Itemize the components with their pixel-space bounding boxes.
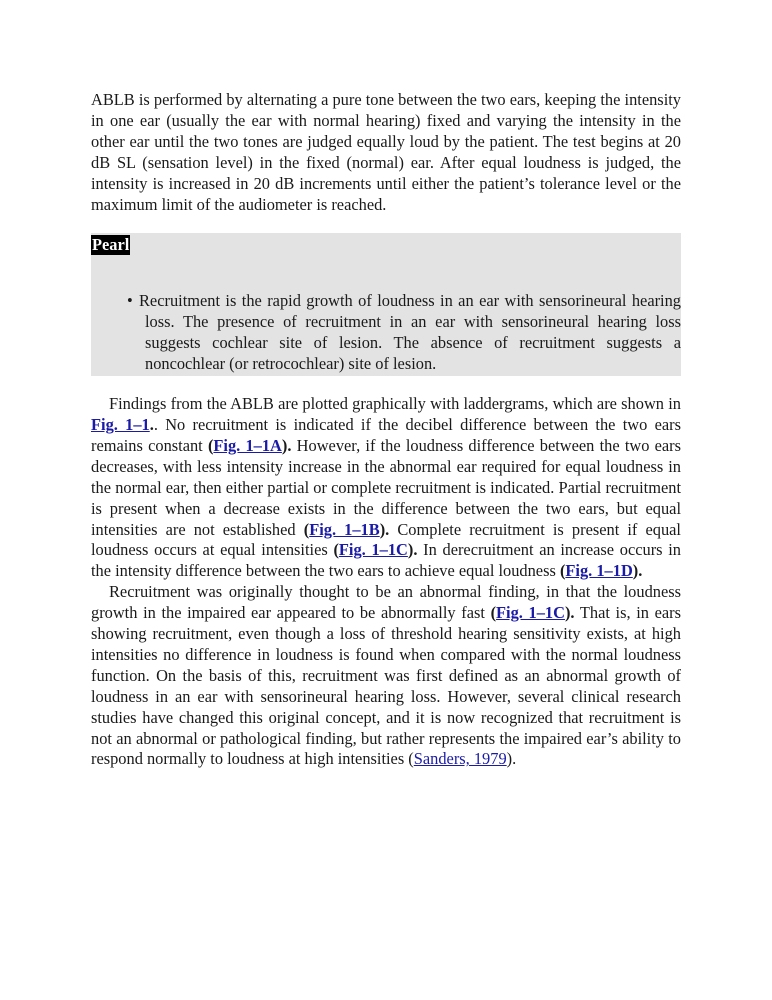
fig-1-1c-link[interactable]: Fig. 1–1C — [496, 603, 565, 623]
findings-text-5: In derecruitment an increase occurs in the intensity difference between the two ears to achieve equal loudness — [91, 540, 681, 581]
recruitment-text-3: ). — [506, 749, 517, 769]
open-paren: ( — [490, 603, 497, 623]
document-page — [91, 90, 681, 770]
close-paren: ). — [281, 435, 292, 455]
open-paren: ( — [559, 561, 566, 581]
open-paren: ( — [333, 540, 339, 560]
fig-1-1-link[interactable]: Fig. 1–1 — [91, 414, 150, 434]
fig-1-1a-link[interactable]: Fig. 1–1A — [213, 435, 282, 455]
pearl-list-item — [127, 291, 681, 375]
findings-period: . — [149, 414, 154, 434]
recruitment-paragraph — [91, 582, 681, 770]
pearl-box — [91, 233, 681, 376]
fig-1-1d-link[interactable]: Fig. 1–1D — [565, 561, 633, 581]
intro-paragraph: ABLB is performed by alternating a pure tone between the two ears, keeping the intensity in one ear (usually the ear with normal hearing) fixed and varying the intensity in the other ear until the two tones are judged equally loud by the patient. The test begins at 20 dB SL (sensation level) in the fixed (normal) ear. After equal loudness is judged, the intensity is increased in 20 dB increments until either the patient’s tolerance level or the maximum limit of the audiometer is reached. — [91, 90, 681, 214]
findings-text-1: Findings from the ABLB are plotted graphically with laddergrams, which are shown in — [109, 394, 681, 414]
open-paren: ( — [303, 519, 310, 539]
recruitment-text-1: Recruitment was originally thought to be an abnormal finding, in that the loudness growth in the impaired ear appeared to be abnormally fast — [91, 582, 681, 623]
recruitment-text-2: That is, in ears showing recruitment, even though a loss of threshold hearing sensitivity exists, at high intensities no difference in loudness is found when compared with the normal loudness function. On the basis of this, recruitment was first defined as an abnormal growth of loudness in an ear with sensorineural hearing loss. However, several clinical research studies have changed this original concept, and it is now recognized that recruitment is not an abnormal or pathological finding, but rather represents the impaired ear’s ability to respond normally to loudness at high intensities ( — [91, 603, 682, 769]
citation-link[interactable]: Sanders, 1979 — [413, 749, 507, 769]
findings-paragraph — [91, 394, 681, 582]
open-paren: ( — [207, 435, 214, 455]
close-paren: ). — [632, 561, 643, 581]
close-paren: ). — [564, 603, 575, 623]
findings-text-3: However, if the loudness difference between the two ears decreases, with less intensity increase in the abnormal ear required for equal loudness in the normal ear, then either partial or complete recruitment is indicated. Partial recruitment is present when a decrease exists in the difference between the two ears, but equal intensities are not established — [91, 435, 681, 539]
pearl-text: Recruitment is the rapid growth of loudness in an ear with sensorineural hearing loss. The presence of recruitment in an ear with sensorineural hearing loss suggests cochlear site of lesion. The absence of recruitment suggests a noncochlear (or retrocochlear) site of lesion. — [139, 291, 681, 374]
findings-text-4: Complete recruitment is present if equal loudness occurs at equal intensities — [91, 519, 681, 560]
fig-1-1c-link[interactable]: Fig. 1–1C — [338, 540, 408, 560]
close-paren: ). — [407, 540, 418, 560]
pearl-label: Pearl — [92, 235, 130, 255]
findings-text-2: . No recruitment is indicated if the decibel difference between the two ears remains constant — [91, 414, 681, 455]
fig-1-1b-link[interactable]: Fig. 1–1B — [309, 519, 380, 539]
close-paren: ). — [379, 519, 390, 539]
bullet-icon: • — [127, 291, 133, 311]
